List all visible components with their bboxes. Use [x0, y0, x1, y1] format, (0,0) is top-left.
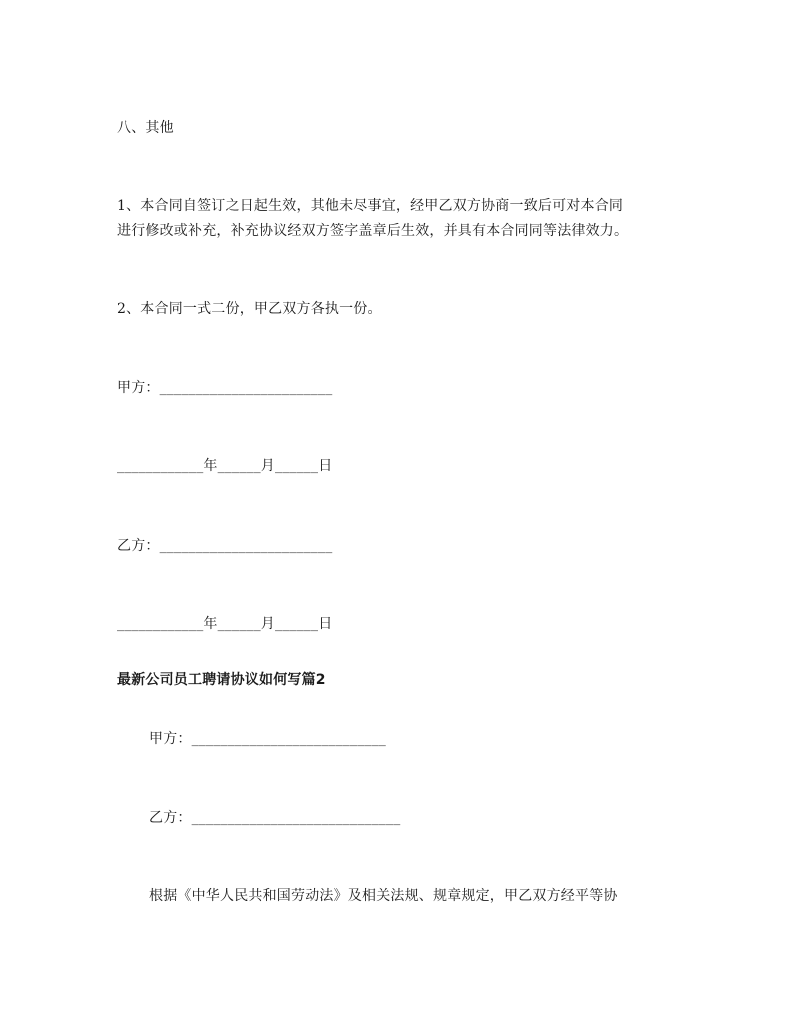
article-2-party-b: 乙方：_____________________________: [149, 810, 401, 826]
clause-1-line-1: 1、本合同自签订之日起生效，其他未尽事宜，经甲乙双方协商一致后可对本合同: [117, 198, 624, 214]
article-2-party-a: 甲方：___________________________: [149, 731, 386, 747]
article-2-heading: 最新公司员工聘请协议如何写篇2: [117, 672, 326, 688]
section-title: 八、其他: [117, 120, 174, 136]
party-a-date: ____________年______月______日: [117, 458, 333, 474]
clause-2: 2、本合同一式二份，甲乙双方各执一份。: [117, 301, 382, 317]
party-b-date: ____________年______月______日: [117, 616, 333, 632]
clause-1-line-2: 进行修改或补充，补充协议经双方签字盖章后生效，并具有本合同同等法律效力。: [117, 223, 629, 239]
party-b-signature: 乙方：________________________: [117, 538, 333, 554]
article-2-intro: 根据《中华人民共和国劳动法》及相关法规、规章规定，甲乙双方经平等协: [149, 888, 618, 904]
party-a-signature: 甲方：________________________: [117, 380, 333, 396]
